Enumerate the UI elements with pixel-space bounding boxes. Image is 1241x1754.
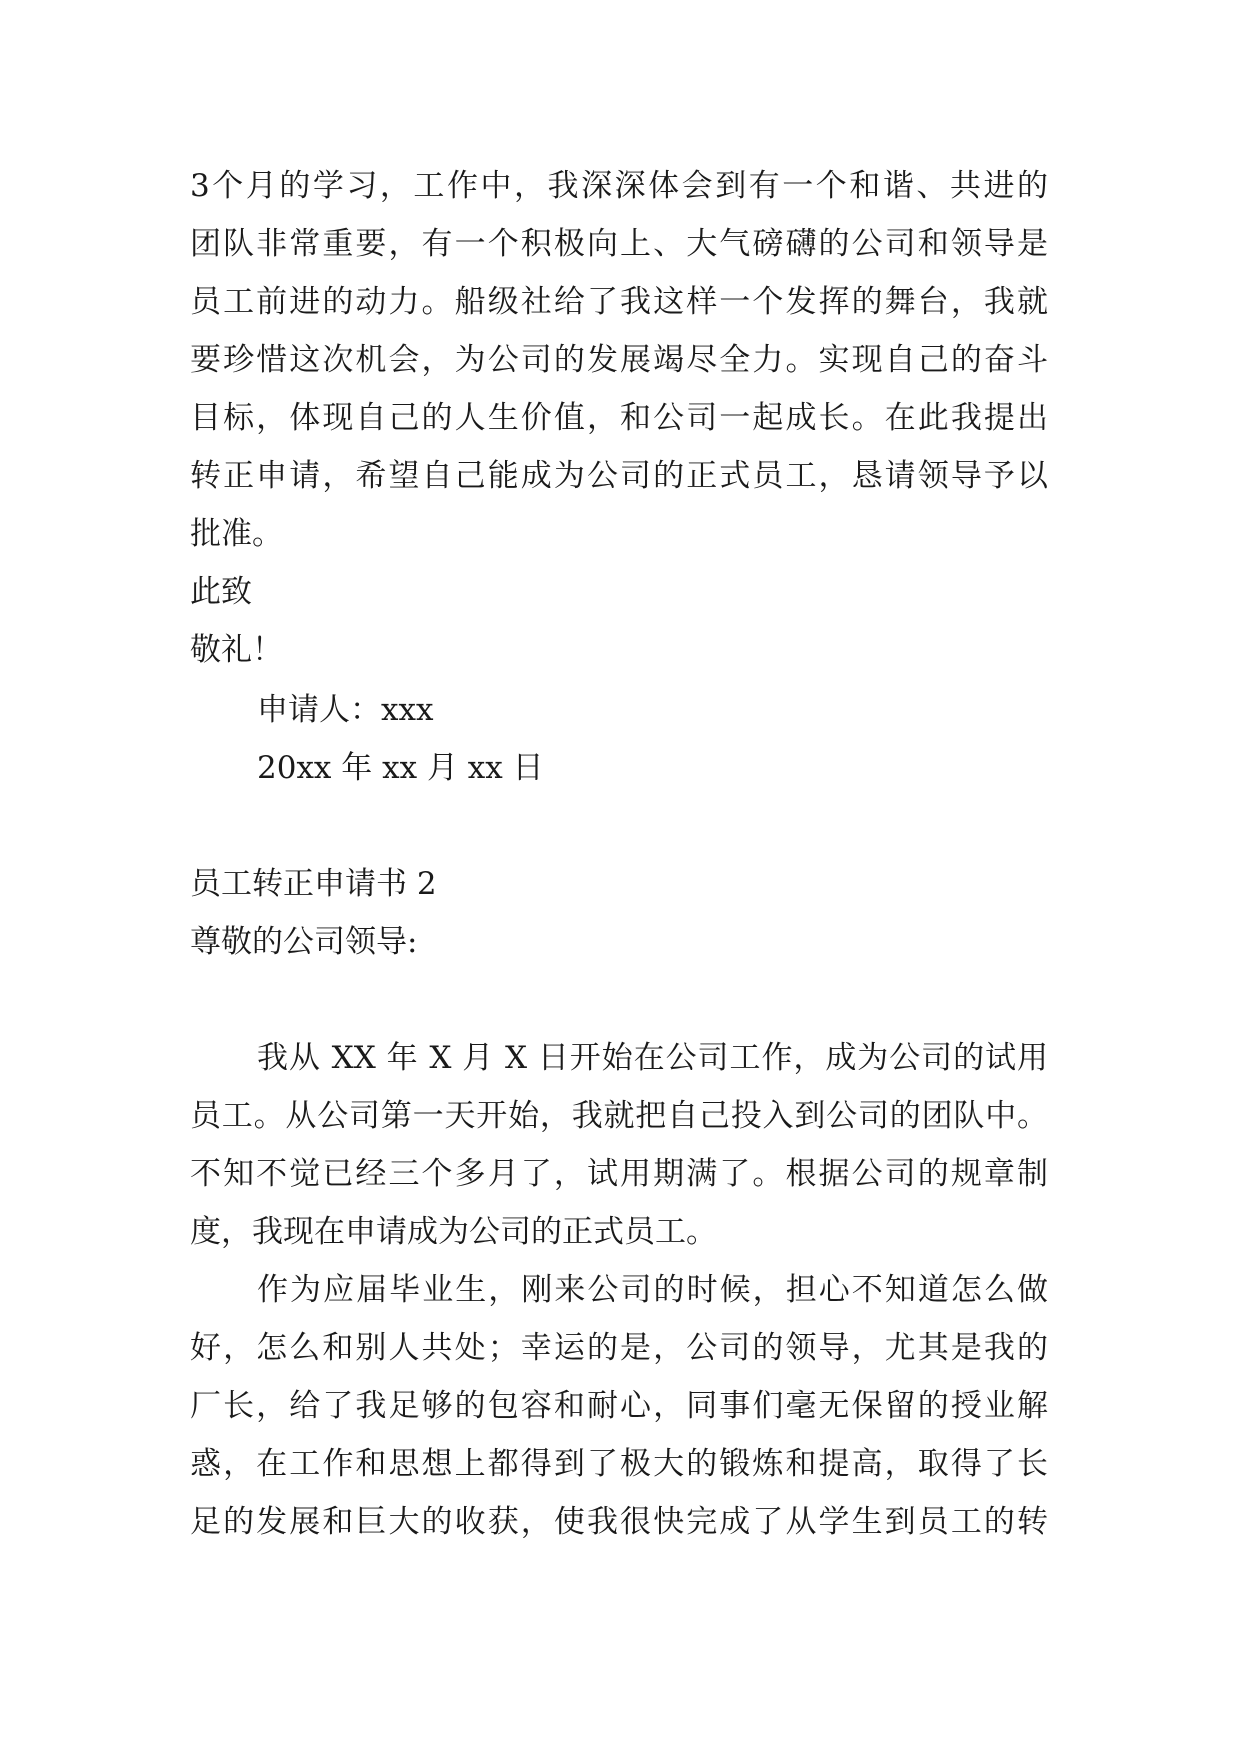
paragraph-line: 3个月的学习，工作中，我深深体会到有一个和谐、共进的 <box>190 168 1048 204</box>
paragraph-line: 员工。从公司第一天开始，我就把自己投入到公司的团队中。 <box>190 1098 1048 1134</box>
paragraph-line: 作为应届毕业生，刚来公司的时候，担心不知道怎么做 <box>257 1272 1048 1308</box>
paragraph-line: 团队非常重要，有一个积极向上、大气磅礴的公司和领导是 <box>190 226 1048 262</box>
paragraph-line: 目标，体现自己的人生价值，和公司一起成长。在此我提出 <box>190 400 1048 436</box>
paragraph-line: 厂长，给了我足够的包容和耐心，同事们毫无保留的授业解 <box>190 1388 1048 1424</box>
paragraph-line: 转正申请，希望自己能成为公司的正式员工，恳请领导予以 <box>190 458 1048 494</box>
paragraph-line: 批准。 <box>190 516 283 552</box>
applicant-signature: 申请人：xxx <box>257 692 434 728</box>
closing-salutation: 此致 <box>190 574 252 610</box>
closing-regards: 敬礼！ <box>190 632 283 668</box>
paragraph-line: 不知不觉已经三个多月了，试用期满了。根据公司的规章制 <box>190 1156 1048 1192</box>
paragraph-line: 我从 XX 年 X 月 X 日开始在公司工作，成为公司的试用 <box>257 1040 1048 1076</box>
paragraph-line: 要珍惜这次机会，为公司的发展竭尽全力。实现自己的奋斗 <box>190 342 1048 378</box>
signature-date: 20xx 年 xx 月 xx 日 <box>257 750 544 786</box>
letter-title: 员工转正申请书 2 <box>190 866 437 902</box>
paragraph-line: 好，怎么和别人共处；幸运的是，公司的领导，尤其是我的 <box>190 1330 1048 1366</box>
paragraph-line: 员工前进的动力。船级社给了我这样一个发挥的舞台，我就 <box>190 284 1048 320</box>
paragraph-line: 足的发展和巨大的收获，使我很快完成了从学生到员工的转 <box>190 1504 1048 1540</box>
letter-greeting: 尊敬的公司领导: <box>190 924 418 960</box>
paragraph-line: 度，我现在申请成为公司的正式员工。 <box>190 1214 717 1250</box>
paragraph-line: 惑，在工作和思想上都得到了极大的锻炼和提高，取得了长 <box>190 1446 1048 1482</box>
